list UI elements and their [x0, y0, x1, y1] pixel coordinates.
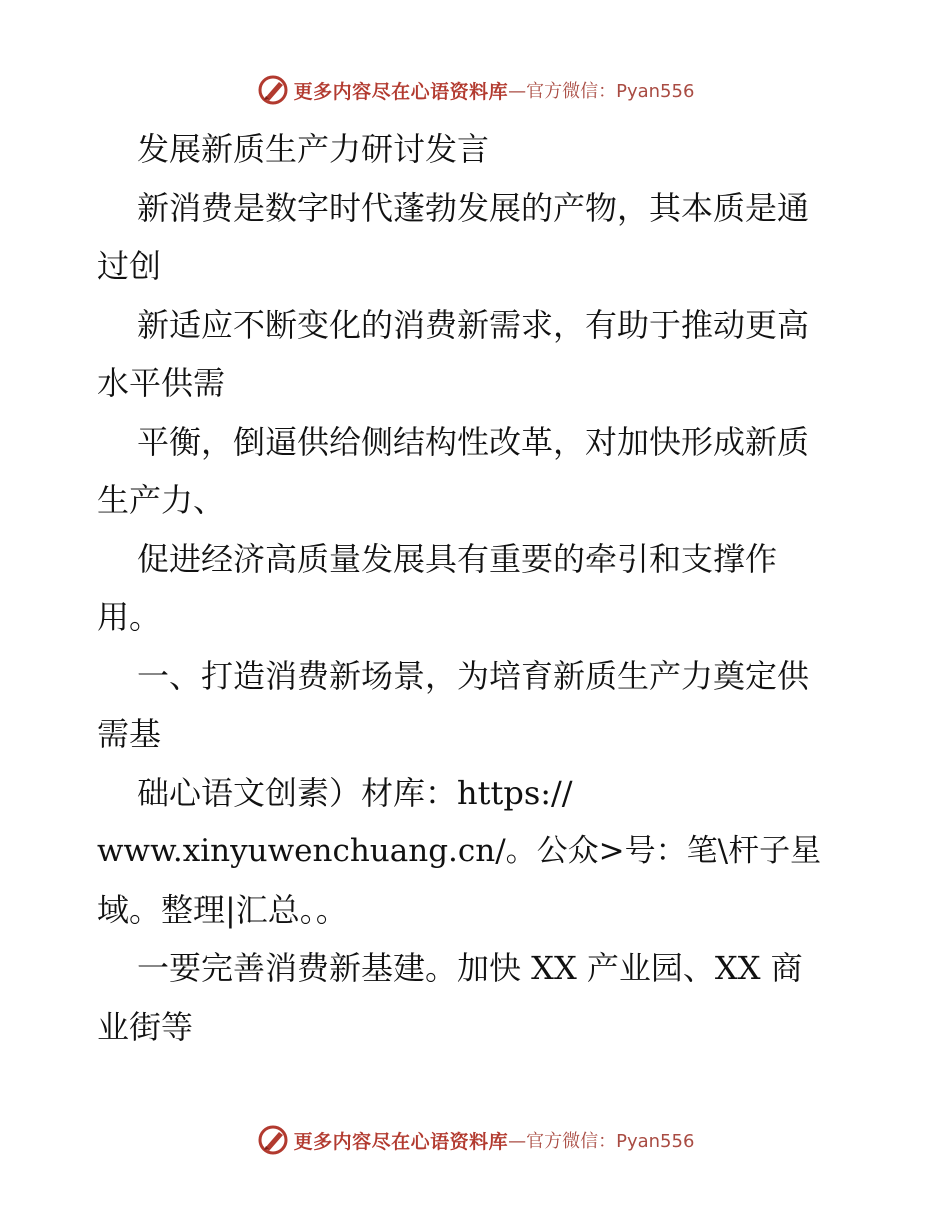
- paragraph-line: 新适应不断变化的消费新需求，有助于推动更高: [137, 305, 810, 344]
- section-heading-line: 需基: [97, 715, 162, 753]
- contact-text: —官方微信：Pyan556: [508, 81, 695, 102]
- contact-text: —官方微信：Pyan556: [508, 1131, 695, 1152]
- paragraph-line: 生产力、: [97, 481, 226, 519]
- paragraph-line: 水平供需: [97, 364, 226, 402]
- header-watermark-banner: [0, 70, 950, 110]
- document-title: 发展新质生产力研讨发言: [137, 130, 490, 168]
- footer-watermark-banner: [0, 1120, 950, 1160]
- paragraph-line: 新消费是数字时代蓬勃发展的产物，其本质是通: [137, 188, 810, 227]
- brand-text: 更多内容尽在心语资料库: [293, 80, 509, 103]
- paragraph-line: 促进经济高质量发展具有重要的牵引和支撑作: [137, 539, 778, 578]
- pen-logo-icon: [256, 1123, 290, 1157]
- url-line: www.xinyuwenchuang.cn/。公众>号：笔\杆子星: [97, 833, 822, 869]
- document-body: [97, 120, 857, 1056]
- paragraph-line: 一要完善消费新基建。加快 XX 产业园、XX 商: [137, 949, 803, 987]
- paragraph-line: 平衡，倒逼供给侧结构性改革，对加快形成新质: [137, 422, 810, 461]
- paragraph-line: 业街等: [97, 1007, 194, 1046]
- paragraph-line: 过创: [97, 247, 162, 285]
- pen-logo-icon: [256, 73, 290, 107]
- paragraph-line: 础心语文创素）材库：https://: [137, 773, 573, 812]
- brand-text: 更多内容尽在心语资料库: [293, 1130, 509, 1153]
- paragraph-line: 用。: [97, 598, 162, 636]
- paragraph-line: 域。整理|汇总。。: [97, 890, 348, 929]
- section-heading-line: 一、打造消费新场景，为培育新质生产力奠定供: [137, 656, 810, 695]
